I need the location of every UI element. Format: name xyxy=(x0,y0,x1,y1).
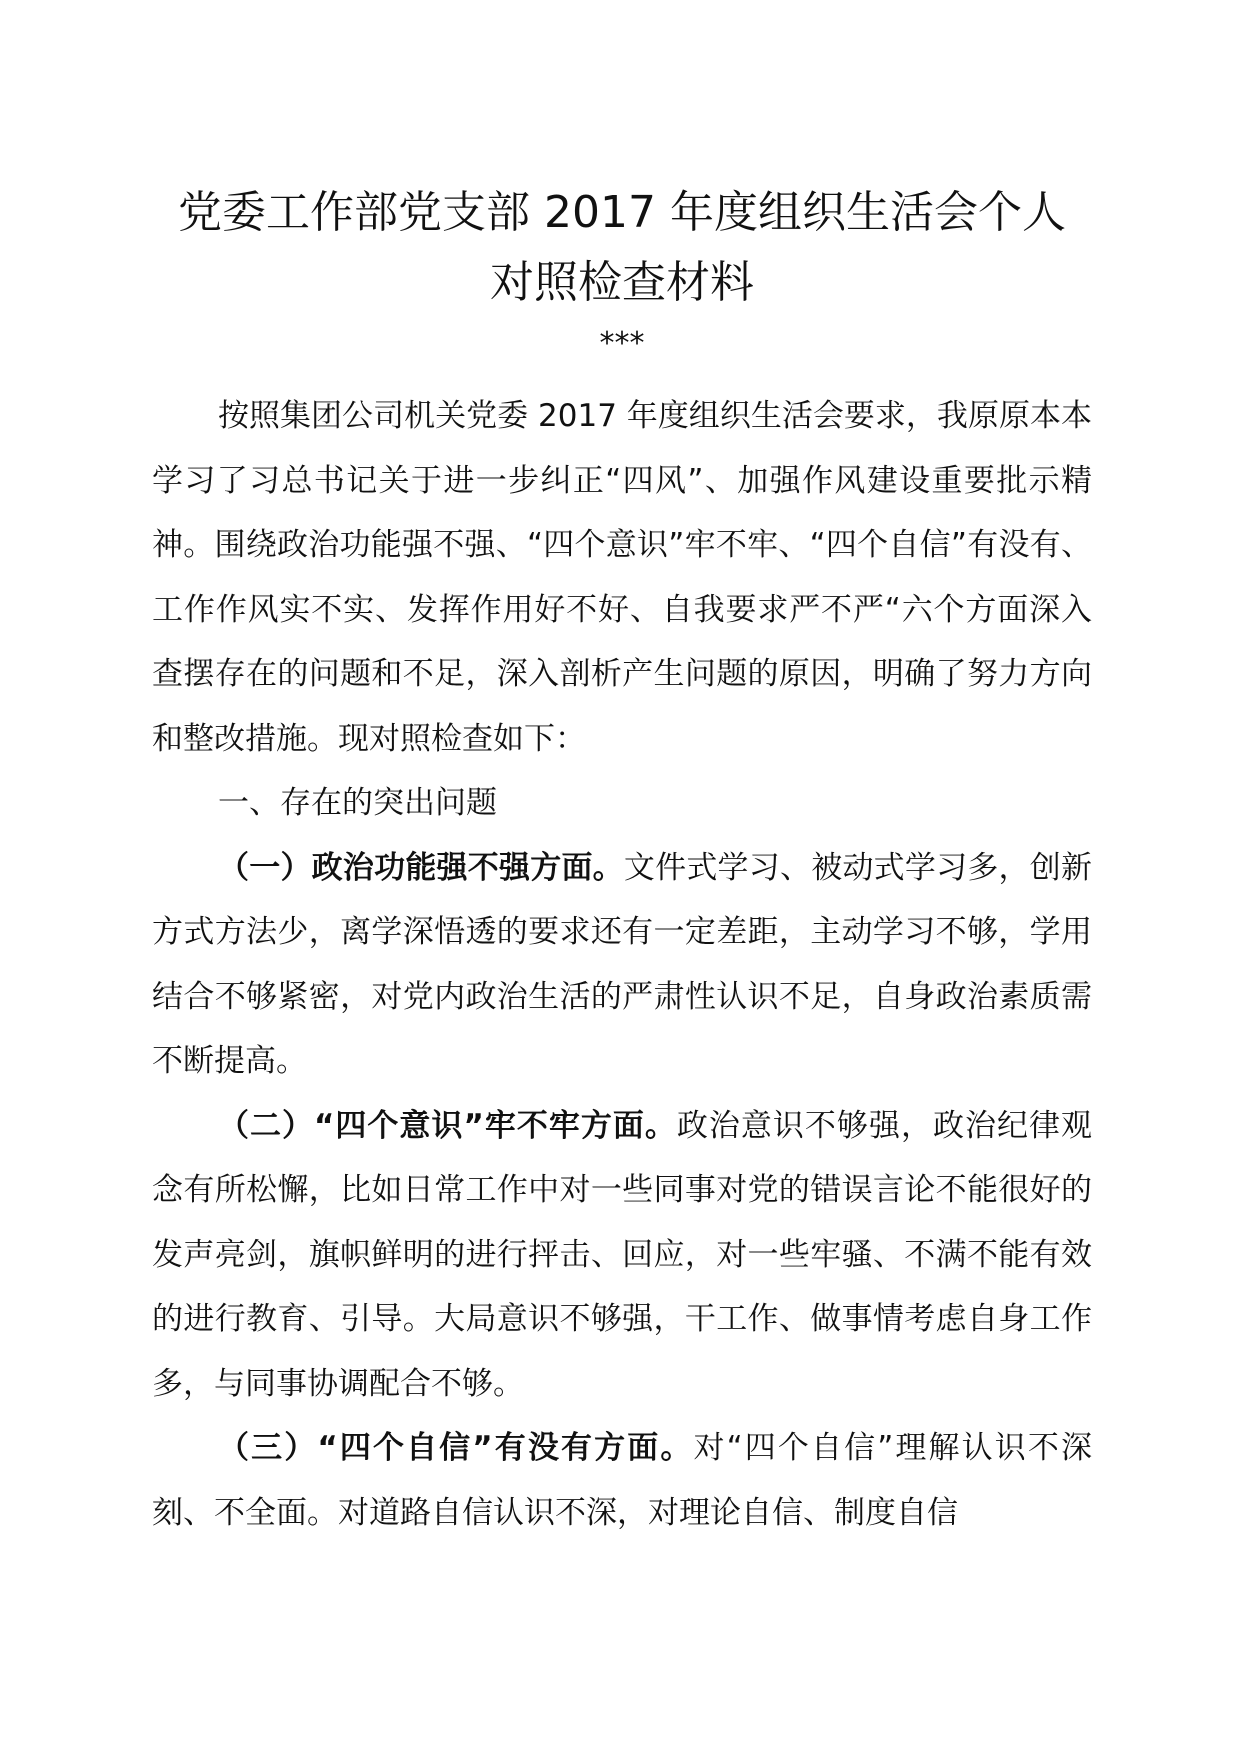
item-lead-2: （二）“四个意识”牢不牢方面。 xyxy=(218,1107,677,1144)
item-text-2: 政治意识不够强，政治纪律观念有所松懈，比如日常工作中对一些同事对党的错误言论不能很好的发声亮剑，旗帜鲜明的进行抨击、回应，对一些牢骚、不满不能有效的进行教育、引导。大局意识不够强，干工作、做事情考虑自身工作多，与同事协调配合不够。 xyxy=(152,1107,1093,1402)
author-name: *** xyxy=(599,326,645,361)
item-paragraph-1 xyxy=(152,836,1092,1094)
title-line-2: 对照检查材料 xyxy=(490,257,754,308)
item-paragraph-3 xyxy=(152,1416,1092,1545)
item-lead-3: （三）“四个自信”有没有方面。 xyxy=(218,1430,694,1466)
document-page xyxy=(152,178,1092,1545)
item-text-1: 文件式学习、被动式学习多，创新方式方法少，离学深悟透的要求还有一定差距，主动学习不够，学用结合不够紧密，对党内政治生活的严肃性认识不足，自身政治素质需不断提高。 xyxy=(152,849,1093,1079)
title-line-1: 党委工作部党支部 2017 年度组织生活会个人 xyxy=(178,187,1066,238)
item-text-3: 对“四个自信”理解认识不深刻、不全面。对道路自信认识不深，对理论自信、制度自信 xyxy=(152,1430,1092,1531)
item-paragraph-2 xyxy=(152,1094,1092,1417)
section-heading: 一、存在的突出问题 xyxy=(218,785,497,821)
item-lead-1: （一）政治功能强不强方面。 xyxy=(218,849,624,886)
document-title xyxy=(152,178,1092,318)
intro-paragraph: 按照集团公司机关党委 2017 年度组织生活会要求，我原原本本学习了习总书记关于进一步纠正“四风”、加强作风建设重要批示精神。围绕政治功能强不强、“四个意识”牢不牢、“四个自信”有没有、工作作风实不实、发挥作用好不好、自我要求严不严“六个方面深入查摆存在的问题和不足，深入剖析产生问题的原因，明确了努力方向和整改措施。现对照检查如下： xyxy=(152,398,1092,757)
